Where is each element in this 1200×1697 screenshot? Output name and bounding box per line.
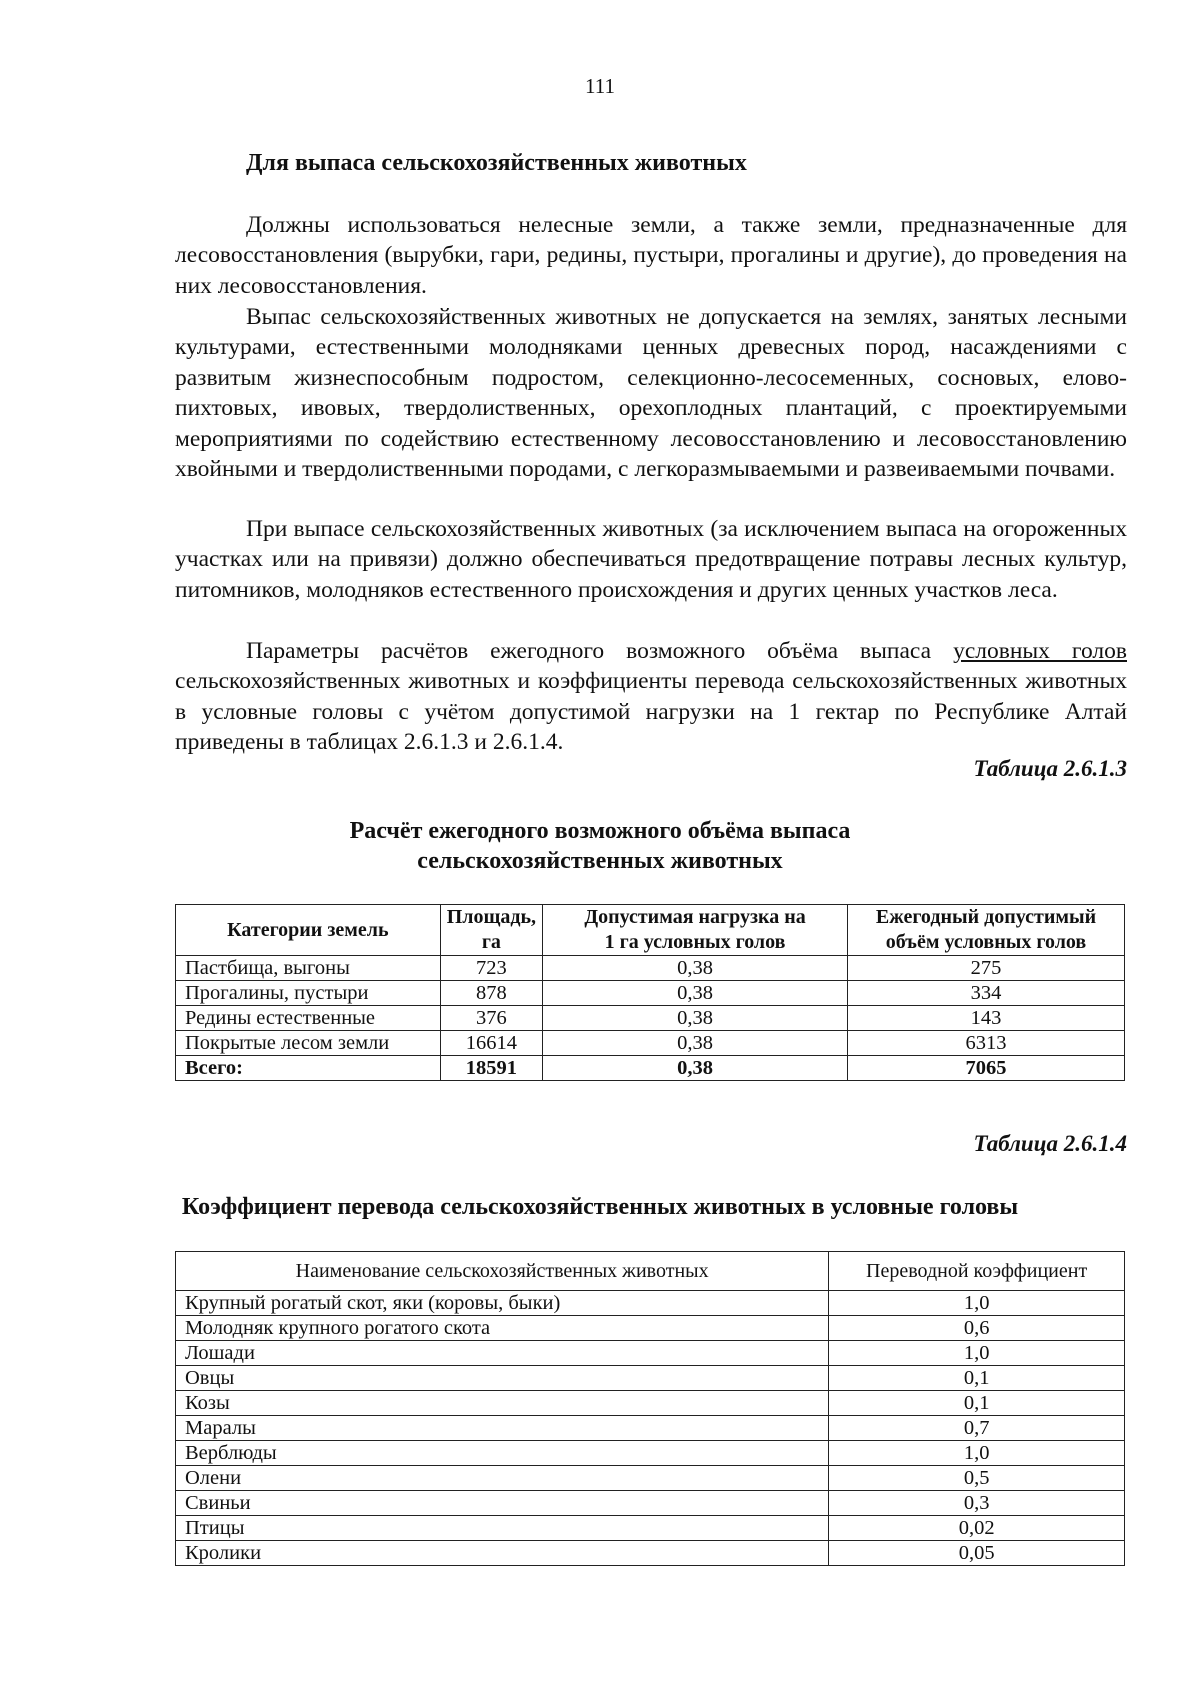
cell-area: 16614 [440, 1031, 542, 1056]
cell-volume: 143 [848, 1006, 1125, 1031]
total-volume: 7065 [848, 1056, 1125, 1081]
paragraph-4-end: сельскохозяйственных животных и коэффициенты перевода сельскохозяйственных животных в условные головы с учётом допустимой нагрузки на 1 гектар по Республике Алтай приведены в таблицах 2.6.1.3 и 2.6.1.4. [175, 668, 1127, 756]
header-volume-line-2: объём условных голов [885, 931, 1087, 953]
cell-animal-name: Кролики [176, 1541, 829, 1566]
header-load-line-1: Допустимая нагрузка на [584, 906, 806, 928]
table-row [176, 1491, 1125, 1516]
cell-area: 376 [440, 1006, 542, 1031]
cell-coefficient: 0,6 [829, 1316, 1125, 1341]
header-volume-line-1: Ежегодный допустимый [875, 906, 1097, 928]
cell-coefficient: 1,0 [829, 1441, 1125, 1466]
cell-category: Прогалины, пустыри [176, 981, 441, 1006]
header-category: Категории земель [176, 905, 441, 956]
cell-animal-name: Верблюды [176, 1441, 829, 1466]
table-2-caption: Таблица 2.6.1.4 [973, 1131, 1127, 1156]
table-row [176, 1416, 1125, 1441]
cell-coefficient: 0,5 [829, 1466, 1125, 1491]
table-row [176, 1341, 1125, 1366]
header-volume [848, 905, 1125, 956]
cell-animal-name: Молодняк крупного рогатого скота [176, 1316, 829, 1341]
total-load: 0,38 [543, 1056, 848, 1081]
cell-volume: 6313 [848, 1031, 1125, 1056]
table-row [176, 956, 1125, 981]
cell-coefficient: 0,3 [829, 1491, 1125, 1516]
cell-area: 723 [440, 956, 542, 981]
cell-load: 0,38 [543, 981, 848, 1006]
table-row [176, 981, 1125, 1006]
table-1-title-line-1: Расчёт ежегодного возможного объёма выпаса [349, 818, 851, 844]
cell-animal-name: Козы [176, 1391, 829, 1416]
cell-coefficient: 0,1 [829, 1366, 1125, 1391]
table-row [176, 1441, 1125, 1466]
table-2-title: Коэффициент перевода сельскохозяйственных животных в условные головы [181, 1194, 1019, 1220]
table-1-title [0, 816, 1200, 876]
paragraph-1: Должны использоваться нелесные земли, а также земли, предназначенные для лесовосстановления (вырубки, гари, редины, пустыри, прогалины и другие), до проведения на них лесовосстановления. [175, 212, 1127, 299]
grazing-volume-table [175, 904, 1125, 1081]
total-area: 18591 [440, 1056, 542, 1081]
cell-coefficient: 1,0 [829, 1291, 1125, 1316]
cell-volume: 275 [848, 956, 1125, 981]
cell-area: 878 [440, 981, 542, 1006]
section-title: Для выпаса сельскохозяйственных животных [246, 150, 747, 176]
table-row [176, 1291, 1125, 1316]
paragraph-4-start: Параметры расчётов ежегодного возможного объёма выпаса [246, 638, 954, 664]
conversion-coefficient-table [175, 1251, 1125, 1566]
cell-load: 0,38 [543, 1006, 848, 1031]
cell-animal-name: Маралы [176, 1416, 829, 1441]
table-row [176, 1541, 1125, 1566]
cell-animal-name: Птицы [176, 1516, 829, 1541]
cell-coefficient: 0,02 [829, 1516, 1125, 1541]
cell-category: Редины естественные [176, 1006, 441, 1031]
paragraph-3: При выпасе сельскохозяйственных животных (за исключением выпаса на огороженных участках или на привязи) должно обеспечиваться предотвращение потравы лесных культур, питомников, молодняков естественного происхождения и других ценных участков леса. [175, 516, 1127, 603]
cell-load: 0,38 [543, 956, 848, 981]
cell-coefficient: 1,0 [829, 1341, 1125, 1366]
cell-animal-name: Лошади [176, 1341, 829, 1366]
header-coefficient: Переводной коэффициент [829, 1252, 1125, 1291]
table-total-row [176, 1056, 1125, 1081]
cell-category: Покрытые лесом земли [176, 1031, 441, 1056]
header-animal-name: Наименование сельскохозяйственных животных [176, 1252, 829, 1291]
table-row [176, 1516, 1125, 1541]
cell-animal-name: Олени [176, 1466, 829, 1491]
cell-animal-name: Крупный рогатый скот, яки (коровы, быки) [176, 1291, 829, 1316]
header-area-line-2: га [481, 931, 501, 953]
table-1-caption: Таблица 2.6.1.3 [973, 756, 1127, 781]
header-load-line-2: 1 га условных голов [604, 931, 786, 953]
cell-animal-name: Свиньи [176, 1491, 829, 1516]
cell-coefficient: 0,7 [829, 1416, 1125, 1441]
table-row [176, 1466, 1125, 1491]
table-row [176, 1006, 1125, 1031]
table-row [176, 1366, 1125, 1391]
cell-coefficient: 0,1 [829, 1391, 1125, 1416]
page-number: 111 [585, 74, 615, 98]
table-1-title-line-2: сельскохозяйственных животных [417, 848, 783, 874]
cell-coefficient: 0,05 [829, 1541, 1125, 1566]
total-category: Всего: [176, 1056, 441, 1081]
table-row [176, 1316, 1125, 1341]
table-header-row [176, 905, 1125, 956]
cell-volume: 334 [848, 981, 1125, 1006]
header-area-line-1: Площадь, [446, 906, 537, 928]
table-row [176, 1391, 1125, 1416]
cell-load: 0,38 [543, 1031, 848, 1056]
header-load [543, 905, 848, 956]
underlined-term: условных голов [953, 638, 1127, 664]
table-header-row [176, 1252, 1125, 1291]
table-row [176, 1031, 1125, 1056]
cell-animal-name: Овцы [176, 1366, 829, 1391]
cell-category: Пастбища, выгоны [176, 956, 441, 981]
header-area [440, 905, 542, 956]
paragraph-4 [175, 636, 1127, 758]
paragraph-2: Выпас сельскохозяйственных животных не допускается на землях, занятых лесными культурами, естественными молодняками ценных древесных пород, насаждениями с развитым жизнеспособным подростом, селекционно-лесосеменных, сосновых, елово-пихтовых, ивовых, твердолиственных, орехоплодных плантаций, с проектируемыми мероприятиями по содействию естественному лесовосстановлению и лесовосстановлению хвойными и твердолиственными породами, с легкоразмываемыми и развеиваемыми почвами. [175, 304, 1127, 483]
